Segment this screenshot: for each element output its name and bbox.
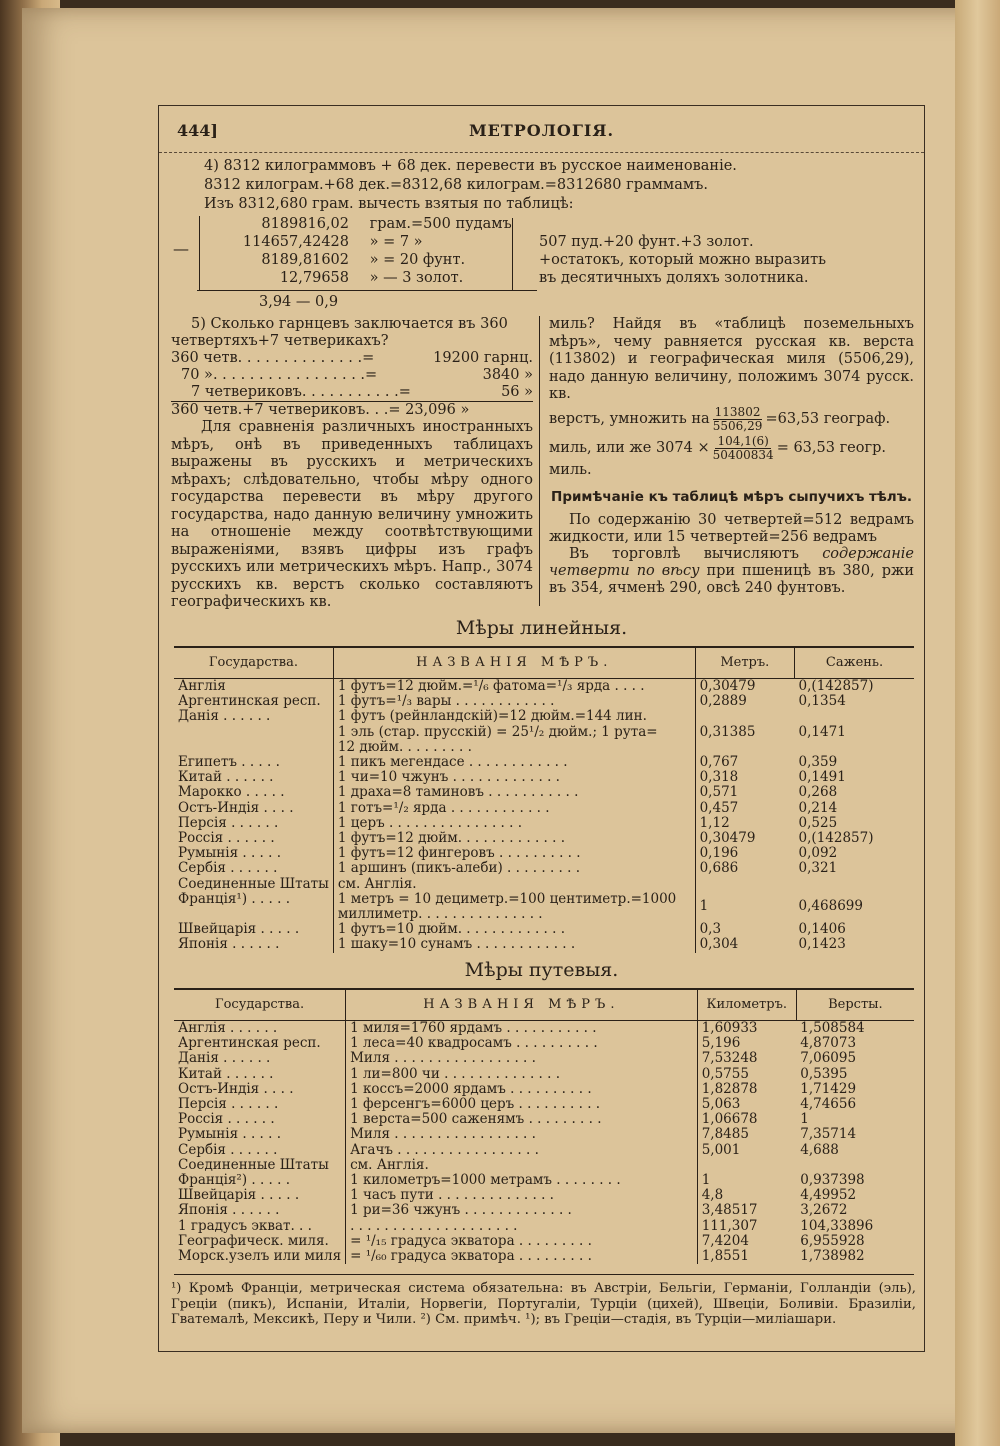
formula-2-numerator: 104,1(6) [717,433,769,448]
cell-metric-value: 0,571 [699,784,739,801]
cell-state: Англія [174,679,333,695]
note-p2-c: при пшеницѣ въ 380, ржи въ 354, ячменѣ 290, овсѣ 240 фунтовъ. [549,562,914,596]
cell-measure-name: 1 футъ=¹/₃ вары . . . . . . . . . . . . [333,694,695,709]
cell-metric-value: 0,30479 [699,678,756,694]
cell-state: Аргентинская респ. [174,694,333,709]
cell-measure-name: 1 коссъ=2000 ярдамъ . . . . . . . . . . [346,1082,698,1097]
cell-state: Франція²) . . . . . [174,1173,346,1188]
cell-metric-value: 0,2889 [699,693,747,710]
note-p2-italic: содержаніе четверти по вѣсу [549,545,914,579]
cell-measure-name: 1 готъ=¹/₂ ярда . . . . . . . . . . . . [333,801,695,816]
cell-russian-value: 104,33896 [800,1217,874,1234]
table-row [174,1097,914,1112]
ex4-value: 114657,42428 [242,234,349,250]
cell-russian-value: 4,87073 [800,1035,857,1052]
cell-russian-value: 0,321 [798,860,838,877]
cell-measure-name: 1 ри=36 чжунъ . . . . . . . . . . . . . [346,1203,698,1218]
cell-measure-name: 1 миля=1760 ярдамъ . . . . . . . . . . . [346,1021,698,1037]
cell-russian-value [795,877,914,892]
cell-measure-name: см. Англія. [333,877,695,892]
table-row [174,755,914,770]
table-row [174,1234,914,1249]
ex4-row [229,216,512,233]
cell-russian-value: 1,71429 [800,1080,857,1097]
cell-state: Россія . . . . . . [174,831,333,846]
cell-russian-value: 0,214 [798,799,838,816]
cell-metric-value: 1 [699,898,709,915]
table-row [174,785,914,800]
cell-measure-name: 1 леса=40 квадросамъ . . . . . . . . . . [346,1036,698,1051]
cell-measure-name: 1 церъ . . . . . . . . . . . . . . . . [333,816,695,831]
cell-state: Соединенные Штаты [174,877,333,892]
col-header-km: Километръ. [697,990,796,1021]
cell-metric-value: 0,30479 [699,830,756,847]
cell-measure-name: 1 футъ=12 дюйм.=¹/₆ фатома=¹/₃ ярда . . . . [333,679,695,695]
cell-russian-value: 4,49952 [800,1187,857,1204]
right-paragraph: миль? Найдя въ «таблицѣ поземельныхъ мѣръ», чему равняется русская кв. верста (113802) и географическая миля (5506,29), надо данную величину, положимъ 3074 русск. кв. [549,316,914,402]
ex5-row-label: 70 » [181,367,213,383]
ex4-right-brace [512,218,513,290]
formula-1-post: =63,53 географ. [765,410,891,427]
running-header [159,106,924,153]
page-number: 444] [177,121,218,140]
ex5-line1: 5) Сколько гарнцевъ заключается въ 360 [191,316,508,332]
ex4-unit: » — 3 золот. [369,270,464,286]
table-row [174,1219,914,1234]
cell-state: Египетъ . . . . . [174,755,333,770]
right-column [549,316,914,597]
cell-measure-name: 1 пикъ мегендасе . . . . . . . . . . . . [333,755,695,770]
note-paragraph-1: По содержанію 30 четвертей=512 ведрамъ жидкости, или 15 четвертей=256 ведрамъ [549,511,914,545]
ex5-row-value: 19200 гарнц. [433,350,533,366]
table-row [174,1036,914,1051]
table-row [174,816,914,831]
cell-metric-value: 7,53248 [701,1050,758,1067]
cell-russian-value: 0,5395 [800,1065,848,1082]
cell-metric-value: 7,8485 [701,1126,749,1143]
cell-state: Марокко . . . . . [174,785,333,800]
formula-1-denominator: 5506,29 [712,418,763,433]
table-row [174,892,914,922]
cell-russian-value: 0,1491 [798,769,846,786]
table-row [174,1112,914,1127]
ex4-left-brace [199,216,200,291]
cell-metric-value: 1,82878 [701,1080,758,1097]
cell-russian-value: 1,738982 [800,1248,865,1265]
cell-measure-name: 1 часъ пути . . . . . . . . . . . . . . [346,1188,698,1203]
cell-state: Швейцарія . . . . . [174,1188,346,1203]
cell-metric-value: 1,8551 [701,1248,749,1265]
ex5-row-value: 56 » [501,384,533,400]
table-row [174,1082,914,1097]
ex5-row: 360 четв . . . . . . . . . . . . . .= 19200 гарнц. [171,350,533,366]
cell-metric-value: 0,196 [699,845,739,862]
cell-measure-name: Миля . . . . . . . . . . . . . . . . . [346,1051,698,1066]
cell-measure-name: Агачъ . . . . . . . . . . . . . . . . . [346,1143,698,1158]
cell-russian-value: 4,688 [800,1141,839,1158]
table-row [174,1127,914,1142]
cell-state: Соединенные Штаты [174,1158,346,1173]
cell-metric-value [697,1158,796,1173]
cell-russian-value [796,1158,914,1173]
ex4-unit: » = 20 фунт. [369,252,466,268]
table-row [174,937,914,952]
table-header-row [174,648,914,679]
cell-metric-value: 0,318 [699,769,739,786]
cell-measure-name: Миля . . . . . . . . . . . . . . . . . [346,1127,698,1142]
cell-metric-value: 5,063 [701,1096,741,1113]
cell-metric-value: 7,4204 [701,1232,749,1249]
cell-measure-name: 1 верста=500 саженямъ . . . . . . . . . [346,1112,698,1127]
cell-measure-name: 1 футъ=12 дюйм. . . . . . . . . . . . . [333,831,695,846]
cell-metric-value: 0,686 [699,860,739,877]
cell-metric-value: 0,5755 [701,1065,749,1082]
linear-measures-table [174,648,914,953]
cell-measure-name: 1 ферсенгъ=6000 церъ . . . . . . . . . . [346,1097,698,1112]
cell-state: Китай . . . . . . [174,770,333,785]
ex4-unit: » = 7 » [369,234,423,250]
cell-state: Географическ. миля. [174,1234,346,1249]
table-row [174,922,914,937]
table-row [174,877,914,892]
cell-russian-value: 0,1471 [798,723,846,740]
table-row [174,1188,914,1203]
cell-russian-value: 3,2672 [800,1202,848,1219]
cell-measure-name: 1 шаку=10 сунамъ . . . . . . . . . . . . [333,937,695,952]
cell-state: Аргентинская респ. [174,1036,346,1051]
cell-metric-value: 0,304 [699,936,739,953]
cell-russian-value: 0,1423 [798,936,846,953]
formula-2-pre: миль, или же 3074 × [549,439,710,456]
page-content [158,105,925,1352]
cell-metric-value: 0,457 [699,799,739,816]
cell-metric-value: 4,8 [701,1187,724,1204]
cell-state: 1 градусъ экват. . . [174,1219,346,1234]
ex4-row [229,234,423,251]
ex4-right-line2: +остатокъ, который можно выразить [539,252,827,268]
table-row [174,1203,914,1218]
cell-state: Персія . . . . . . [174,816,333,831]
cell-measure-name: 1 метръ = 10 дециметр.=100 центиметр.=1000 миллиметр. . . . . . . . . . . . . . . [333,892,695,922]
table-row [174,770,914,785]
formula-2 [549,435,914,462]
table-row [174,831,914,846]
ex5-row-label: 7 четвериковъ [191,384,302,400]
road-measures-table [174,990,914,1264]
cell-russian-value: 6,955928 [800,1232,865,1249]
cell-russian-value: 0,268 [798,784,838,801]
road-table-title: Мѣры путевыя. [464,959,619,981]
table-row [174,1021,914,1037]
cell-metric-value: 1,12 [699,814,730,831]
cell-metric-value: 3,48517 [701,1202,758,1219]
cell-measure-name: 1 футъ (рейнландскій)=12 дюйм.=144 лин. 1 эль (стар. прусскій) = 25¹/₂ дюйм.; 1 рута= 12 дюйм. . . . . . . . . [333,709,695,755]
ex4-sum-rule [197,290,537,291]
ex4-line1: 4) 8312 килограммовъ + 68 дек. перевести въ русское наименованіе. [204,158,737,174]
cell-metric-value: 5,196 [701,1035,741,1052]
cell-russian-value: 0,092 [798,845,838,862]
cell-russian-value: 0,525 [798,814,838,831]
formula-2-post: = 63,53 геогр. [776,439,886,456]
table-row [174,1143,914,1158]
col-header-states: Государства. [174,990,346,1021]
ex5-row-value: 3840 » [482,367,533,383]
note-title: Примѣчаніе къ таблицѣ мѣръ сыпучихъ тѣлъ. [551,488,912,505]
col-header-names: НАЗВАНІЯ МѢРЪ. [346,990,698,1021]
cell-metric-value [695,877,794,892]
ex5-row: 70 » . . . . . . . . . . . . . . . . .= 3840 » [181,367,533,383]
left-column [171,316,533,612]
cell-measure-name: = ¹/₆₀ градуса экватора . . . . . . . . . [346,1249,698,1264]
ex4-minus-sign: — [173,239,189,258]
cell-metric-value: 1,60933 [701,1020,758,1036]
cell-state: Остъ-Индія . . . . [174,801,333,816]
table-row [174,1067,914,1082]
cell-measure-name: 1 драха=8 таминовъ . . . . . . . . . . . [333,785,695,800]
ex4-result: 3,94 — 0,9 [259,294,339,310]
cell-measure-name: . . . . . . . . . . . . . . . . . . . . [346,1219,698,1234]
cell-metric-value: 0,767 [699,754,739,771]
formula-1-numerator: 113802 [714,404,761,419]
note-paragraph-2 [549,546,914,597]
col-header-sazhen: Сажень. [795,648,914,679]
cell-state: Румынія . . . . . [174,846,333,861]
cell-state: Японія . . . . . . [174,1203,346,1218]
table-row [174,694,914,709]
cell-state: Морск.узелъ или миля [174,1249,346,1264]
table-row [174,1173,914,1188]
ex4-value: 8189816,02 [261,216,349,232]
cell-measure-name: 1 аршинъ (пикъ-алеби) . . . . . . . . . [333,861,695,876]
formula-1-pre: верстъ, умножить на [549,410,710,427]
cell-metric-value: 1,06678 [701,1111,758,1128]
formula-2-tail: миль. [549,461,592,478]
page-edge-strip [955,0,1000,1446]
left-paragraph: Для сравненія различныхъ иностранныхъ мѣръ, онѣ въ приведенныхъ таблицахъ выражены въ русскихъ и метрическихъ мѣрахъ; слѣдовательно, чтобы мѣру одного государства перевести въ мѣру другого государства, надо данную величину умножить на отношеніе между соотвѣтствующими выраженіями, взявъ цифры изъ графъ русскихъ или метрическихъ мѣръ. Напр., 3074 русскихъ кв. верстъ сколько составляютъ географическихъ кв. [171,419,533,610]
cell-russian-value: 7,35714 [800,1126,857,1143]
cell-state: Персія . . . . . . [174,1097,346,1112]
cell-russian-value: 7,06095 [800,1050,857,1067]
ex4-right-line1: 507 пуд.+20 фунт.+3 золот. [539,234,754,250]
ex4-row [229,270,463,287]
table-row [174,709,914,755]
formula-2-denominator: 50400834 [712,447,774,462]
cell-state: Сербія . . . . . . [174,1143,346,1158]
cell-russian-value: 0,(142857) [798,830,874,847]
table-row [174,801,914,816]
cell-measure-name: 1 километръ=1000 метрамъ . . . . . . . . [346,1173,698,1188]
page-title: МЕТРОЛОГІЯ. [468,121,615,140]
note-p2-a: Въ торговлѣ вычисляютъ [569,545,823,562]
cell-state: Китай . . . . . . [174,1067,346,1082]
cell-russian-value: 0,468699 [798,898,863,915]
cell-russian-value: 1,508584 [800,1020,865,1036]
cell-metric-value: 111,307 [701,1217,758,1234]
ex5-row: 7 четвериковъ . . . . . . . . . . .= 56 » [191,384,533,400]
ex5-line2: четвертяхъ+7 четверикахъ? [171,333,389,349]
cell-state: Англія . . . . . . [174,1021,346,1037]
table-row [174,1051,914,1066]
cell-russian-value: 0,359 [798,754,838,771]
table-row [174,846,914,861]
cell-russian-value: 1 [800,1111,809,1128]
cell-measure-name: 1 футъ=10 дюйм. . . . . . . . . . . . . [333,922,695,937]
column-divider [539,316,540,606]
ex4-value: 8189,81602 [261,252,349,268]
cell-metric-value: 5,001 [701,1141,741,1158]
footnote: ¹) Кромѣ Франціи, метрическая система обязательна: въ Австріи, Бельгіи, Германіи, Голландіи (эль), Греціи (пикъ), Испаніи, Италіи, Норвегіи, Португаліи, Турціи (цихей), Швеціи, Боливіи. Бразиліи, Гватемалѣ, Мексикѣ, Перу и Чили. ²) См. примѣч. ¹); въ Греціи—стадія, въ Турціи—миліашари. [171,1281,916,1327]
col-header-versty: Версты. [796,990,914,1021]
ex4-right-line3: въ десятичныхъ доляхъ золотника. [539,270,809,286]
linear-table-body [174,679,914,953]
cell-measure-name: = ¹/₁₅ градуса экватора . . . . . . . . . [346,1234,698,1249]
table-row [174,679,914,695]
cell-measure-name: 1 чи=10 чжунъ . . . . . . . . . . . . . [333,770,695,785]
road-table-body [174,1021,914,1265]
ex4-row [229,252,465,269]
cell-state: Остъ-Индія . . . . [174,1082,346,1097]
cell-state: Румынія . . . . . [174,1127,346,1142]
cell-state: Франція¹) . . . . . [174,892,333,922]
ex5-total: 360 четв.+7 четвериковъ. . .= 23,096 » [171,401,533,419]
cell-russian-value: 0,1354 [798,693,846,710]
cell-russian-value: 0,1406 [798,921,846,938]
ex4-line2: 8312 килограм.+68 дек.=8312,68 килограм.=8312680 граммамъ. [204,177,708,193]
cell-state: Данія . . . . . . [174,709,333,755]
ex4-unit: грам.=500 пудамъ [369,216,512,232]
cell-metric-value: 0,3 [699,921,722,938]
footnote-rule [174,1274,914,1275]
cell-russian-value: 4,74656 [800,1096,857,1113]
cell-state: Россія . . . . . . [174,1112,346,1127]
linear-table-title: Мѣры линейныя. [455,617,628,639]
table-row [174,1158,914,1173]
cell-russian-value: 0,(142857) [798,678,874,694]
cell-state: Швейцарія . . . . . [174,922,333,937]
cell-measure-name: 1 ли=800 чи . . . . . . . . . . . . . . [346,1067,698,1082]
cell-state: Сербія . . . . . . [174,861,333,876]
table-row [174,861,914,876]
table-row [174,1249,914,1264]
ex5-row-label: 360 четв [171,350,238,366]
col-header-names: НАЗВАНІЯ МѢРЪ. [333,648,695,679]
col-header-states: Государства. [174,648,333,679]
cell-metric-value: 1 [701,1172,711,1189]
cell-state: Данія . . . . . . [174,1051,346,1066]
cell-measure-name: 1 футъ=12 фингеровъ . . . . . . . . . . [333,846,695,861]
cell-metric-value: 0,31385 [699,723,756,740]
cell-state: Японія . . . . . . [174,937,333,952]
cell-russian-value: 0,937398 [800,1172,865,1189]
col-header-meter: Метръ. [695,648,794,679]
cell-measure-name: см. Англія. [346,1158,698,1173]
formula-1 [549,406,914,433]
table-header-row [174,990,914,1021]
ex4-value: 12,79658 [279,270,349,286]
ex4-line3: Изъ 8312,680 грам. вычесть взятыя по таблицѣ: [204,196,574,212]
